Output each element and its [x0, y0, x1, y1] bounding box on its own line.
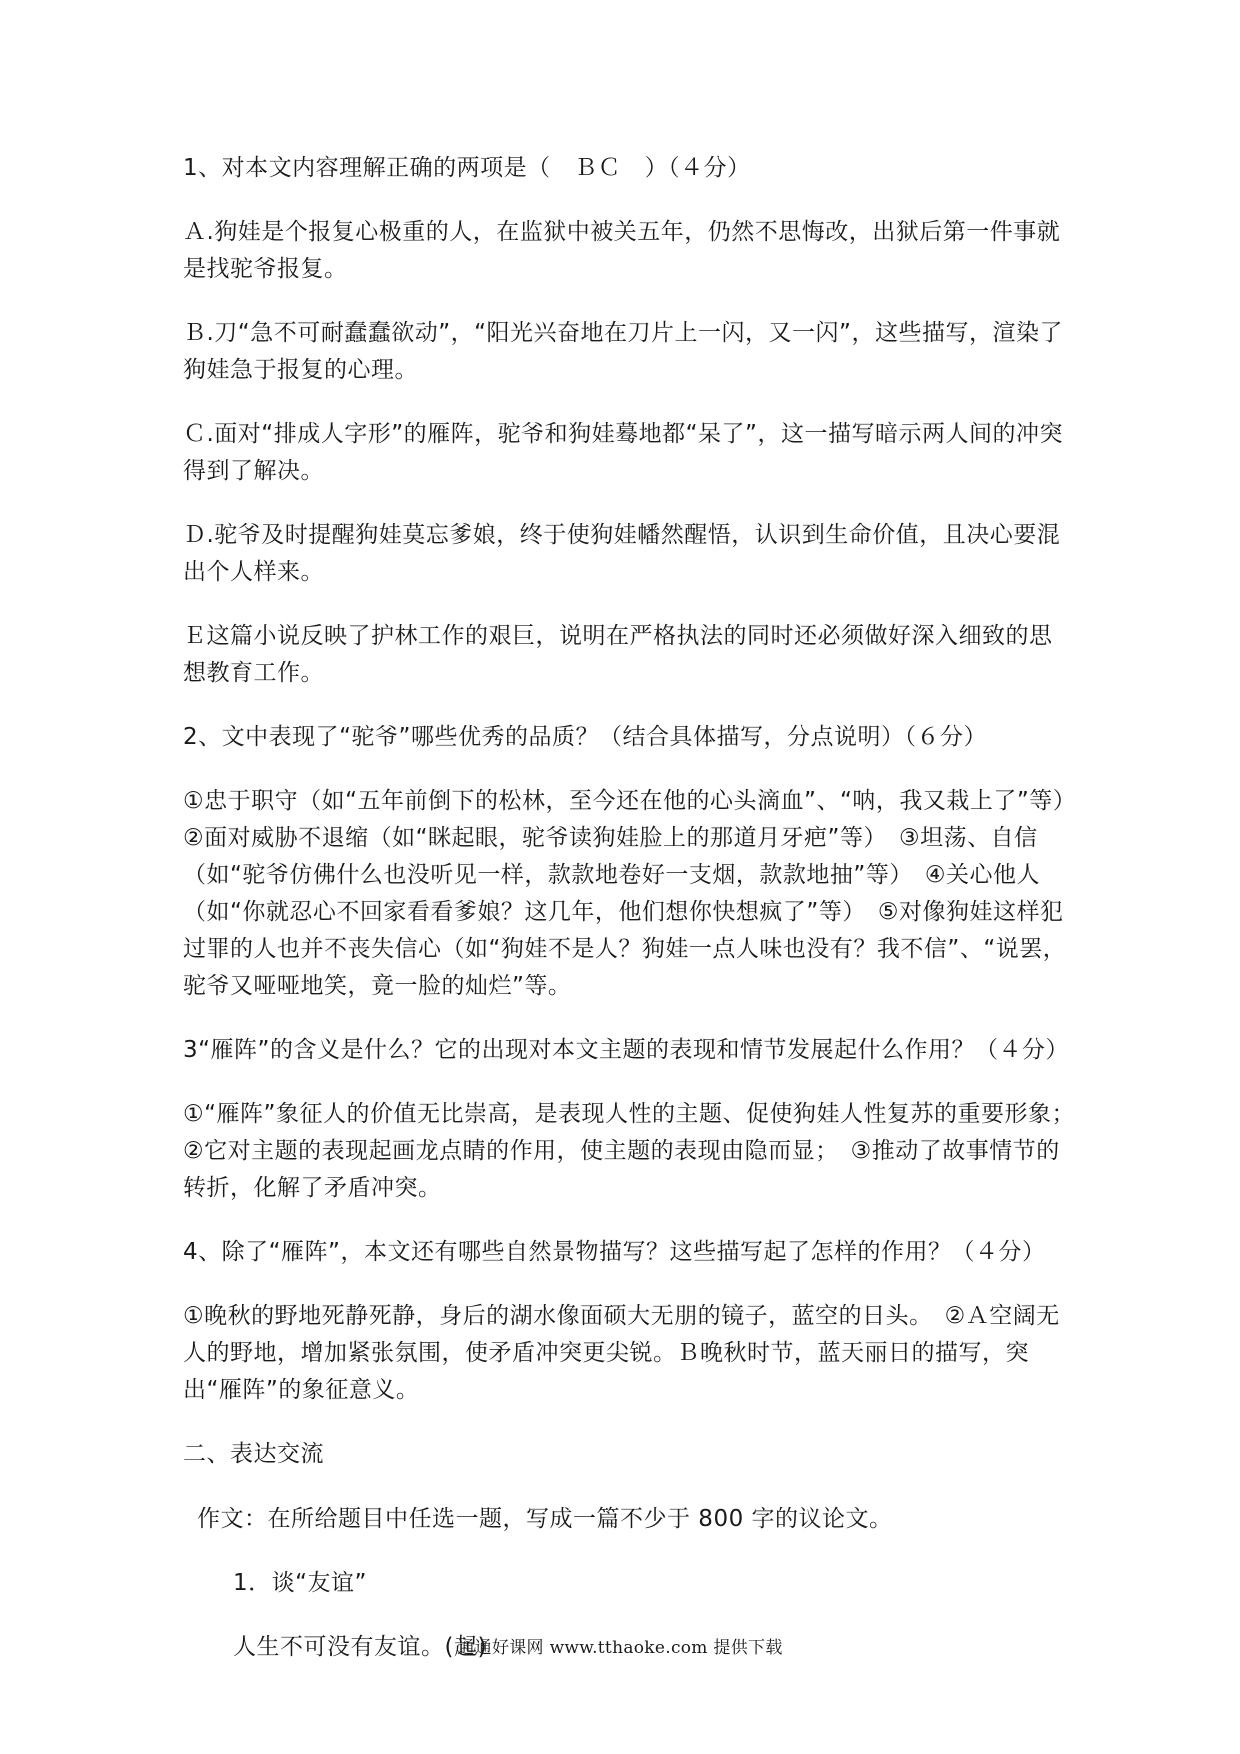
- essay-topic-1: 1．谈“友谊”: [233, 1570, 367, 1596]
- question-1-prompt: 1、对本文内容理解正确的两项是（ ＢＣ ）（４分）: [183, 155, 751, 181]
- question-1-option-b: Ｂ.刀“急不可耐蠢蠢欲动”，“阳光兴奋地在刀片上一闪，又一闪”，这些描写，渲染了狗娃急于报复的心理。: [183, 320, 1063, 383]
- question-4-prompt: 4、除了“雁阵”，本文还有哪些自然景物描写？这些描写起了怎样的作用？（４分）: [183, 1239, 1046, 1265]
- document-body: [183, 150, 1089, 1693]
- question-1-option-a: Ａ.狗娃是个报复心极重的人，在监狱中被关五年，仍然不思悔改，出狱后第一件事就是找驼爷报复。: [183, 219, 1061, 282]
- essay-topic-1-line: 人生不可没有友谊。(起): [233, 1634, 487, 1660]
- question-1-option-d: Ｄ.驼爷及时提醒狗娃莫忘爹娘，终于使狗娃幡然醒悟，认识到生命价值，且决心要混出个人样来。: [183, 522, 1061, 585]
- question-2-answer: ①忠于职守（如“五年前倒下的松林，至今还在他的心头滴血”、“呐，我又栽上了”等） ②面对威胁不退缩（如“眯起眼，驼爷读狗娃脸上的那道月牙疤”等） ③坦荡、自信（如“驼爷仿佛什么也没听见一样，款款地卷好一支烟，款款地抽”等） ④关心他人（如“你就忍心不回家看看爹娘？这几年，他们想你快想疯了”等） ⑤对像狗娃这样犯过罪的人也并不丧失信心（如“狗娃不是人？狗娃一点人味也没有？我不信”、“说罢，驼爷又哑哑地笑，竟一脸的灿烂”等。: [183, 788, 1089, 999]
- question-3-prompt: 3“雁阵”的含义是什么？它的出现对本文主题的表现和情节发展起什么作用？（４分）: [183, 1037, 1069, 1063]
- question-3-answer: ①“雁阵”象征人的价值无比崇高，是表现人性的主题、促使狗娃人性复苏的重要形象； ②它对主题的表现起画龙点睛的作用，使主题的表现由隐而显； ③推动了故事情节的转折，化解了矛盾冲突。: [183, 1101, 1087, 1201]
- question-4-answer: ①晚秋的野地死静死静，身后的湖水像面硕大无朋的镜子，蓝空的日头。 ②Ａ空阔无人的野地，增加紧张氛围，使矛盾冲突更尖锐。Ｂ晚秋时节，蓝天丽日的描写，突出“雁阵”的象征意义。: [183, 1303, 1060, 1403]
- essay-instructions: 作文：在所给题目中任选一题，写成一篇不少于 800 字的议论文。: [197, 1506, 893, 1532]
- question-2-prompt: 2、文中表现了“驼爷”哪些优秀的品质？（结合具体描写，分点说明）（６分）: [183, 724, 987, 750]
- section-2-heading: 二、表达交流: [183, 1441, 324, 1467]
- question-1-option-c: Ｃ.面对“排成人字形”的雁阵，驼爷和狗娃蓦地都“呆了”，这一描写暗示两人间的冲突得到了解决。: [183, 421, 1063, 484]
- question-1-option-e: Ｅ这篇小说反映了护林工作的艰巨，说明在严格执法的同时还必须做好深入细致的思想教育工作。: [183, 623, 1053, 686]
- page-footer: 通通好课网 www.tthaoke.com 提供下载: [457, 1638, 783, 1658]
